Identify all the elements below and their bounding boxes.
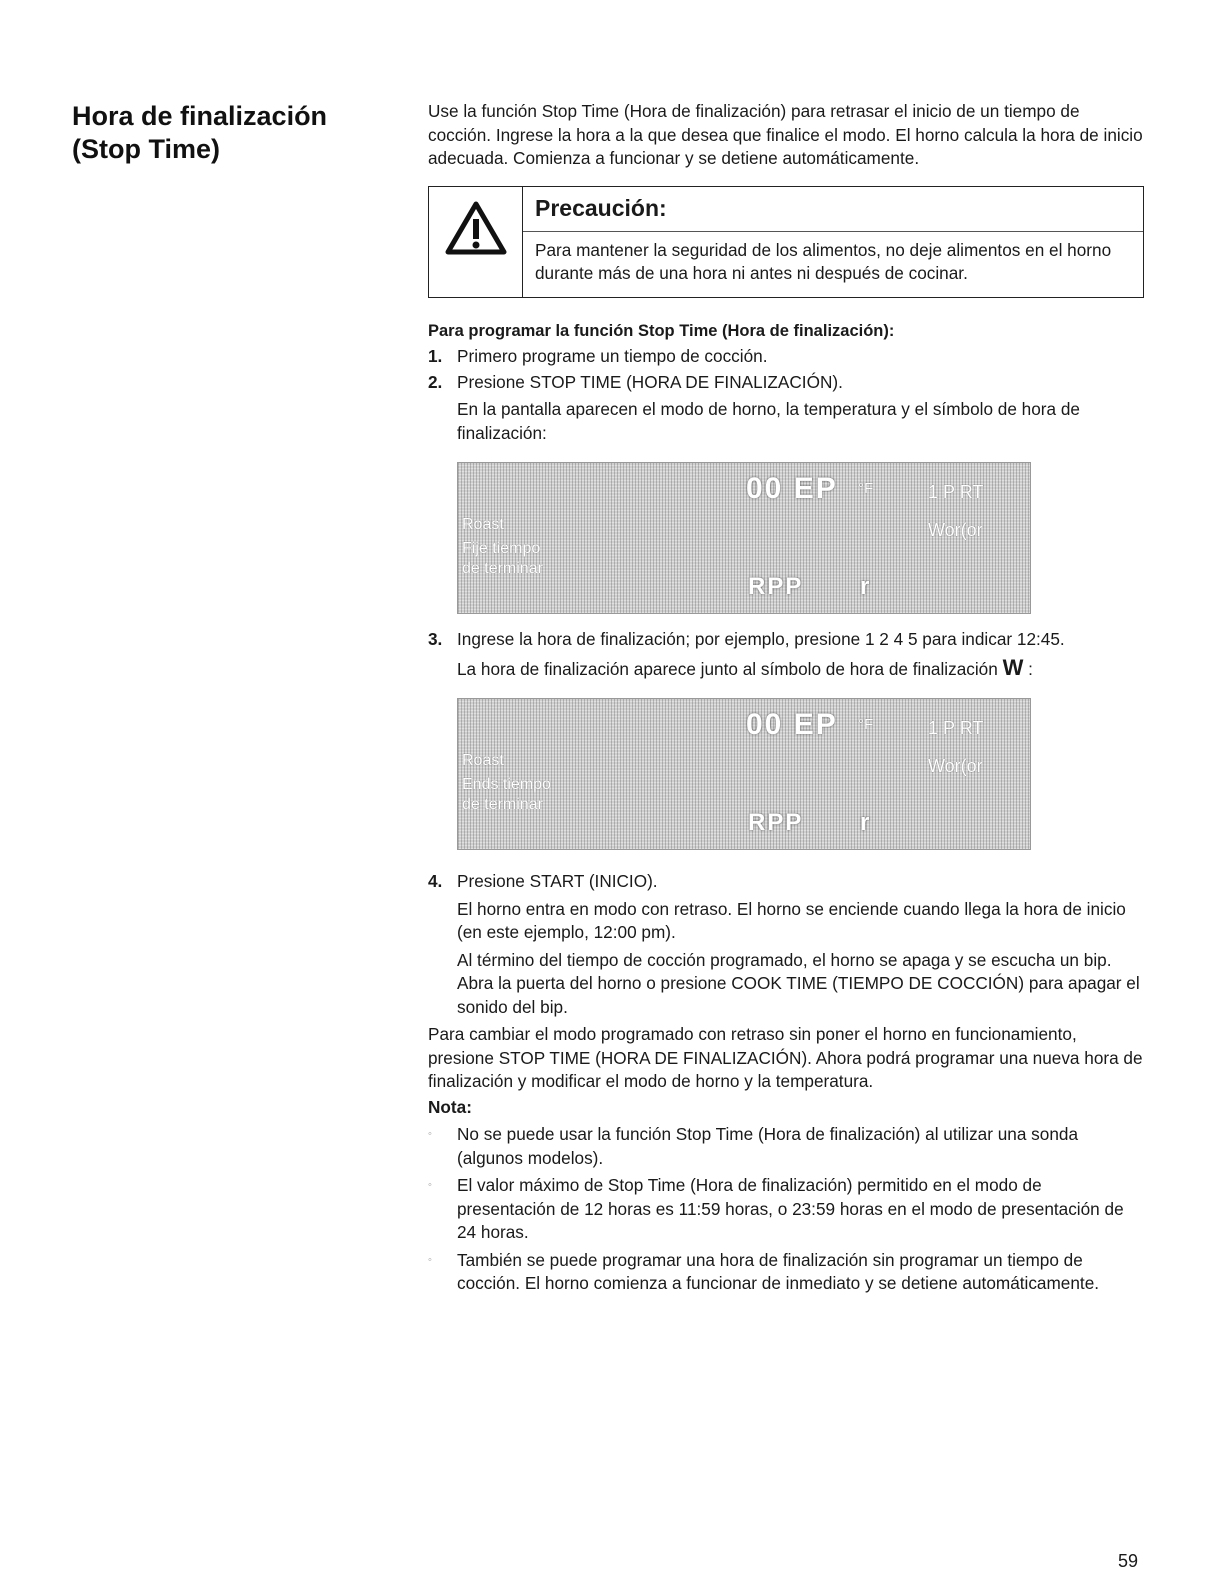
caution-title: Precaución: [523, 187, 1143, 232]
stop-time-symbol-icon: r [860, 573, 872, 600]
bullet-icon: ◦ [428, 1179, 432, 1191]
caution-body [523, 187, 1143, 297]
caution-box [428, 186, 1144, 298]
section-title-line2: (Stop Time) [72, 134, 220, 164]
display-mode-label: Roast [462, 516, 504, 533]
bullet-icon: ◦ [428, 1253, 432, 1266]
display-labels [462, 751, 551, 815]
note-item [428, 1174, 1144, 1245]
display-status-label-2: de terminar [462, 560, 543, 577]
step-4-detail-2: Al término del tiempo de cocción programado, el horno se apaga y se escucha un bip. Abra la puerta del horno o presione COOK TIME (TIEMPO DE COCCIÓN) para apagar el sonido del bip. [457, 949, 1140, 1017]
display-status-label: Fije tiempo [462, 540, 541, 557]
change-paragraph: Para cambiar el modo programado con retraso sin poner el horno en funcionamiento, presione STOP TIME (HORA DE FINALIZACIÓN). Ahora podrá programar una nueva hora de finalización y modificar el modo de horno y la temperatura. [428, 1024, 1143, 1091]
stop-time-symbol: W [1002, 654, 1024, 680]
display-status-label: Ends tiempo [462, 776, 551, 793]
display-mode-label: Roast [462, 752, 504, 769]
display-temp-unit: °F [858, 480, 874, 497]
display-temp-unit: °F [858, 716, 874, 733]
step-1 [428, 345, 1144, 369]
display-right-top: 1 P RT [928, 482, 984, 502]
display-temp: 00 EP [746, 708, 838, 741]
step-3 [428, 628, 1144, 652]
step-3-detail [457, 656, 1144, 682]
step-3-detail-text: La hora de finalización aparece junto al símbolo de hora de finalización [457, 658, 998, 679]
note-text: No se puede usar la función Stop Time (Hora de finalización) al utilizar una sonda (algunos modelos). [457, 1124, 1079, 1168]
step-number: 1. [428, 346, 443, 366]
display-bottom: RPP [748, 809, 804, 836]
section-title-line1: Hora de finalización [72, 101, 328, 131]
step-4 [428, 870, 1144, 894]
oven-display-2 [457, 698, 1031, 850]
caution-icon-cell [429, 187, 523, 297]
step-number: 2. [428, 371, 443, 392]
step-text: Presione STOP TIME (HORA DE FINALIZACIÓN). [457, 371, 843, 392]
note-text: También se puede programar una hora de finalización sin programar un tiempo de cocción. El horno comienza a funcionar de inmediato y se detiene automáticamente. [457, 1249, 1100, 1293]
bullet-icon: ◦ [428, 1128, 432, 1140]
display-right-mid: Wor(or [928, 520, 983, 540]
step-text: Ingrese la hora de finalización; por ejemplo, presione 1 2 4 5 para indicar 12:45. [457, 629, 1065, 649]
notes-title: Nota: [428, 1096, 472, 1117]
display-labels [462, 515, 543, 579]
intro-paragraph: Use la función Stop Time (Hora de finalización) para retrasar el inicio de un tiempo de cocción. Ingrese la hora a la que desea que finalice el modo. El horno calcula la hora de inicio adecuada. Comienza a funcionar y se detiene automáticamente. [428, 101, 1143, 168]
step-3-detail-end: : [1023, 658, 1033, 679]
caution-text: Para mantener la seguridad de los alimentos, no deje alimentos en el horno durante más de una hora ni antes ni después de cocinar. [535, 239, 1112, 283]
page-number: 59 [1118, 1551, 1139, 1571]
note-item [428, 1249, 1144, 1296]
step-number: 4. [428, 871, 443, 891]
stop-time-symbol-icon: r [860, 809, 872, 836]
step-4-detail-1: El horno entra en modo con retraso. El horno se enciende cuando llega la hora de inicio (en este ejemplo, 12:00 pm). [457, 898, 1126, 942]
procedure-heading: Para programar la función Stop Time (Hora de finalización): [428, 321, 895, 340]
main-content [428, 100, 1144, 1296]
note-text: El valor máximo de Stop Time (Hora de finalización) permitido en el modo de presentación de 12 horas es 11:59 horas, o 23:59 horas en el modo de presentación de 24 horas. [457, 1175, 1124, 1242]
step-2-detail: En la pantalla aparecen el modo de horno, la temperatura y el símbolo de hora de finalización: [457, 399, 1080, 443]
warning-triangle-icon [445, 201, 507, 255]
step-number: 3. [428, 629, 443, 649]
oven-display-1 [457, 462, 1031, 614]
note-item [428, 1123, 1144, 1170]
section-title [72, 100, 372, 166]
step-text: Presione START (INICIO). [457, 871, 658, 891]
display-temp: 00 EP [746, 472, 838, 505]
display-bottom: RPP [748, 573, 804, 600]
step-text: Primero programe un tiempo de cocción. [457, 346, 768, 366]
step-2 [428, 371, 1144, 395]
display-right-mid: Wor(or [928, 756, 983, 776]
display-status-label-2: de terminar [462, 796, 543, 813]
display-right-top: 1 P RT [928, 718, 984, 738]
